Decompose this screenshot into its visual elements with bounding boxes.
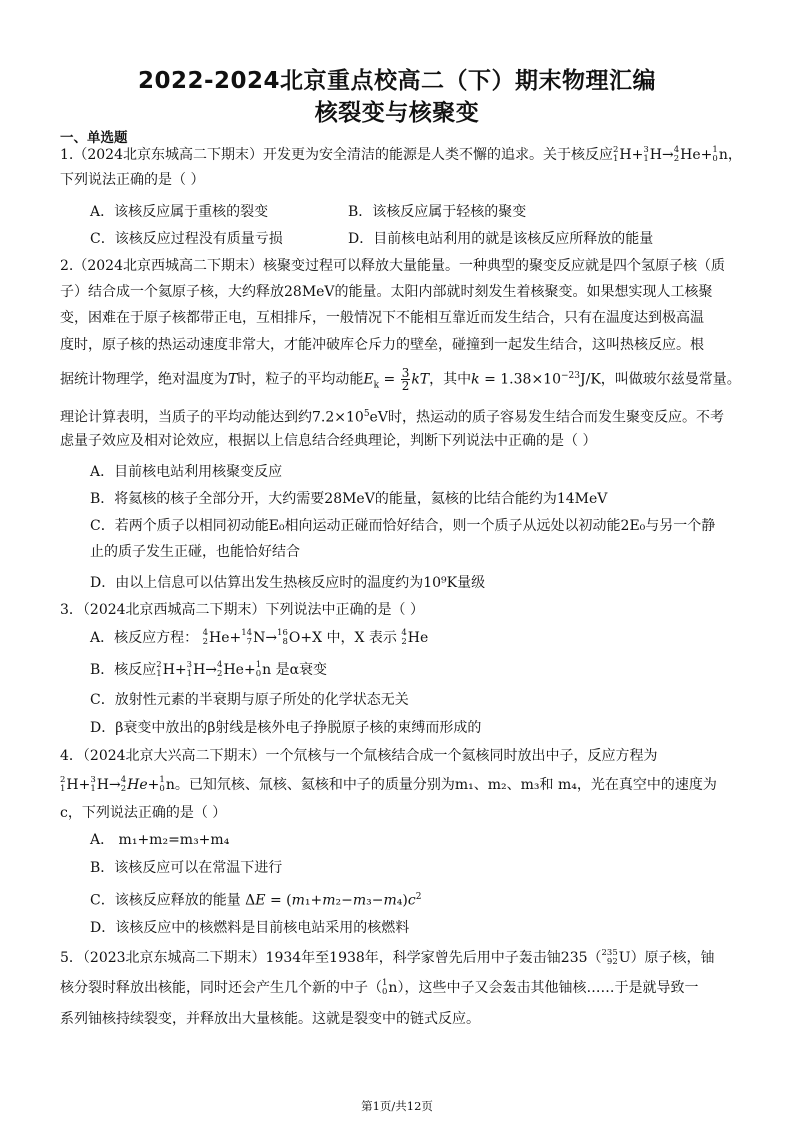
q1-stem-2: 下列说法正确的是（ ） xyxy=(60,172,205,188)
q1-option-d: D．目前核电站利用的就是该核反应所释放的能量 xyxy=(348,231,654,247)
q4-line-3: c，下列说法正确的是（ ） xyxy=(60,805,227,821)
q3-option-c: C．放射性元素的半衰期与原子所处的化学状态无关 xyxy=(90,692,409,708)
document-title: 2022-2024北京重点校高二（下）期末物理汇编 xyxy=(137,68,657,94)
q5-line-3: 系列铀核持续裂变，并释放出大量核能。这就是裂变中的链式反应。 xyxy=(60,1011,480,1027)
q2-option-b: B．将氦核的核子全部分开，大约需要28MeV的能量，氦核的比结合能约为14MeV xyxy=(90,491,608,507)
q1-option-c: C．该核反应过程没有质量亏损 xyxy=(90,231,283,247)
q4-line-1: 4．（2024北京大兴高二下期末）一个氘核与一个氚核结合成一个氦核同时放出中子，反应方程为 xyxy=(60,748,658,764)
q5-line-1: 5．（2023北京东城高二下期末）1934年至1938年，科学家曾先后用中子轰击铀235（235 92U）原子核，铀 xyxy=(60,948,715,967)
q2-option-d: D．由以上信息可以估算出发生热核反应时的温度约为10⁹K量级 xyxy=(90,575,486,591)
q2-option-c-1: C．若两个质子以相同初动能E₀相向运动正碰而恰好结合，则一个质子从远处以初动能2E₀与另一个静 xyxy=(90,518,716,534)
q3-option-a: A．核反应方程： 4 2He+14 7N→16 8O+X 中，X 表示 4 2He xyxy=(90,628,429,647)
q1-option-b: B．该核反应属于轻核的聚变 xyxy=(348,204,527,220)
q3-option-b: B．核反应2 1H+3 1H→4 2He+1 0n 是α衰变 xyxy=(90,660,328,679)
q2-line-3: 变，困难在于原子核都带正电，互相排斥，一般情况下不能相互靠近而发生结合，只有在温度达到极高温 xyxy=(60,310,704,326)
q4-option-b: B．该核反应可以在常温下进行 xyxy=(90,860,283,876)
q2-line-7: 虑量子效应及相对论效应，根据以上信息结合经典理论，判断下列说法中正确的是（ ） xyxy=(60,433,597,449)
page-footer: 第1页/共12页 xyxy=(361,1099,433,1113)
section-heading: 一、单选题 xyxy=(60,130,128,146)
q3-stem: 3．（2024北京西城高二下期末）下列说法中正确的是（ ） xyxy=(60,602,424,618)
q3-option-d: D．β衰变中放出的β射线是核外电子挣脱原子核的束缚而形成的 xyxy=(90,720,482,736)
q2-line-2: 子）结合成一个氦原子核，大约释放28MeV的能量。太阳内部就时刻发生着核聚变。如果想实现人工核聚 xyxy=(60,284,713,300)
q2-line-5: 据统计物理学，绝对温度为T时，粒子的平均动能$E_k$ = $\frac{3}{2}$ kT，其中$k = 1.38\times 10^{-23}J/K$，叫做玻尔兹曼常量。 xyxy=(60,366,741,394)
q2-line-6: 理论计算表明，当质子的平均动能达到约$7.2\times 10^5eV$时，热运动的质子容易发生结合而发生聚变反应。不考 xyxy=(60,409,724,426)
q5-line-2: 核分裂时释放出核能，同时还会产生几个新的中子（1 0n），这些中子又会轰击其他铀核……于是就导致一 xyxy=(60,978,699,997)
q2-option-c-2: 止的质子发生正碰，也能恰好结合 xyxy=(90,544,300,560)
q4-line-2: 2 1H+3 1H→4 2He+1 0n。已知氘核、氚核、氦核和中子的质量分别为m₁、m₂、m₃和 m₄，光在真空中的速度为 xyxy=(60,775,717,794)
q1-option-a: A．该核反应属于重核的裂变 xyxy=(90,204,269,220)
q4-option-d: D．该核反应中的核燃料是目前核电站采用的核燃料 xyxy=(90,920,410,936)
q4-option-c: C．该核反应释放的能量 $\Delta E = (m_1+m_2-m_3-m_4)c^2$ xyxy=(90,892,422,909)
q1-stem: 1.（2024北京东城高二下期末）开发更为安全清洁的能源是人类不懈的追求。关于核反应2 1H+3 1H→4 2He+1 0n， xyxy=(60,145,742,164)
document-subtitle: 核裂变与核聚变 xyxy=(314,100,480,126)
q2-option-a: A．目前核电站利用核聚变反应 xyxy=(90,464,283,480)
q2-line-1: 2.（2024北京西城高二下期末）核聚变过程可以释放大量能量。一种典型的聚变反应就是四个氢原子核（质 xyxy=(60,258,725,274)
q4-option-a: A． m₁+m₂=m₃+m₄ xyxy=(90,832,230,848)
q2-line-4: 度时，原子核的热运动速度非常大，才能冲破库仑斥力的壁垒，碰撞到一起发生结合，这叫热核反应。根 xyxy=(60,337,704,353)
